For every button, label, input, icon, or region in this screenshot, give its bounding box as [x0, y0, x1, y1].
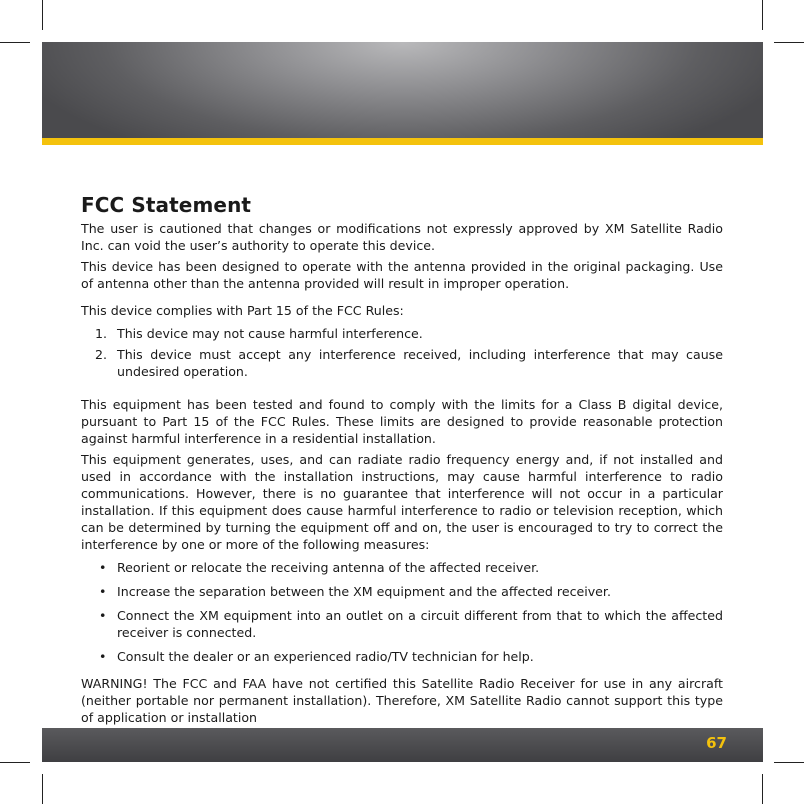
crop-mark	[762, 774, 763, 804]
list-item	[81, 346, 723, 380]
list-item	[81, 607, 723, 641]
header-band	[42, 42, 763, 138]
crop-mark	[762, 0, 763, 30]
bullet-icon: •	[99, 649, 107, 664]
paragraph-part15: This device complies with Part 15 of the FCC Rules:	[81, 303, 404, 318]
crop-mark	[0, 42, 30, 43]
bullet-icon: •	[99, 584, 107, 599]
list-item-text: Increase the separation between the XM equipment and the affected receiver.	[117, 584, 611, 599]
crop-mark	[42, 0, 43, 30]
paragraph-antenna: This device has been designed to operate with the antenna provided in the original packaging. Use of antenna other than the antenna provided will result in improper operation.	[81, 259, 723, 291]
list-item	[81, 559, 723, 576]
crop-mark	[42, 774, 43, 804]
accent-stripe	[42, 138, 763, 145]
list-item	[81, 583, 723, 600]
list-item-text: This device must accept any interference received, including interference that may cause undesired operation.	[117, 347, 723, 379]
paragraph-modifications: The user is cautioned that changes or modifications not expressly approved by XM Satellite Radio Inc. can void the user’s authority to operate this device.	[81, 221, 723, 253]
conditions-list	[81, 325, 723, 380]
paragraph-interference: This equipment generates, uses, and can radiate radio frequency energy and, if not installed and used in accordance with the installation instructions, may cause harmful interference to radio communications. However, there is no guarantee that interference will not occur in a particular installation. If this equipment does cause harmful interference to radio or television reception, which can be determined by turning the equipment off and on, the user is encouraged to try to correct the interference by one or more of the following measures:	[81, 452, 723, 552]
measures-list	[81, 559, 723, 665]
list-item-text: This device may not cause harmful interference.	[117, 326, 423, 341]
list-item-text: Consult the dealer or an experienced radio/TV technician for help.	[117, 649, 534, 664]
crop-mark	[0, 762, 30, 763]
page-number: 67	[706, 734, 727, 752]
paragraph-class-b: This equipment has been tested and found to comply with the limits for a Class B digital device, pursuant to Part 15 of the FCC Rules. These limits are designed to provide reasonable protection against harmful interference in a residential installation.	[81, 397, 723, 446]
list-item	[81, 648, 723, 665]
crop-mark	[774, 762, 804, 763]
page-content	[81, 192, 723, 726]
list-item	[81, 325, 723, 342]
crop-mark	[774, 42, 804, 43]
list-marker: 1.	[95, 326, 108, 341]
list-item-text: Connect the XM equipment into an outlet on a circuit different from that to which the affected receiver is connected.	[117, 608, 723, 640]
bullet-icon: •	[99, 608, 107, 623]
list-marker: 2.	[95, 347, 108, 362]
bullet-icon: •	[99, 560, 107, 575]
warning-paragraph: WARNING! The FCC and FAA have not certified this Satellite Radio Receiver for use in any aircraft (neither portable nor permanent installation). Therefore, XM Satellite Radio cannot support this type of application or installation	[81, 676, 723, 725]
list-item-text: Reorient or relocate the receiving antenna of the affected receiver.	[117, 560, 540, 575]
page-title: FCC Statement	[81, 193, 252, 217]
footer-band	[42, 728, 763, 762]
